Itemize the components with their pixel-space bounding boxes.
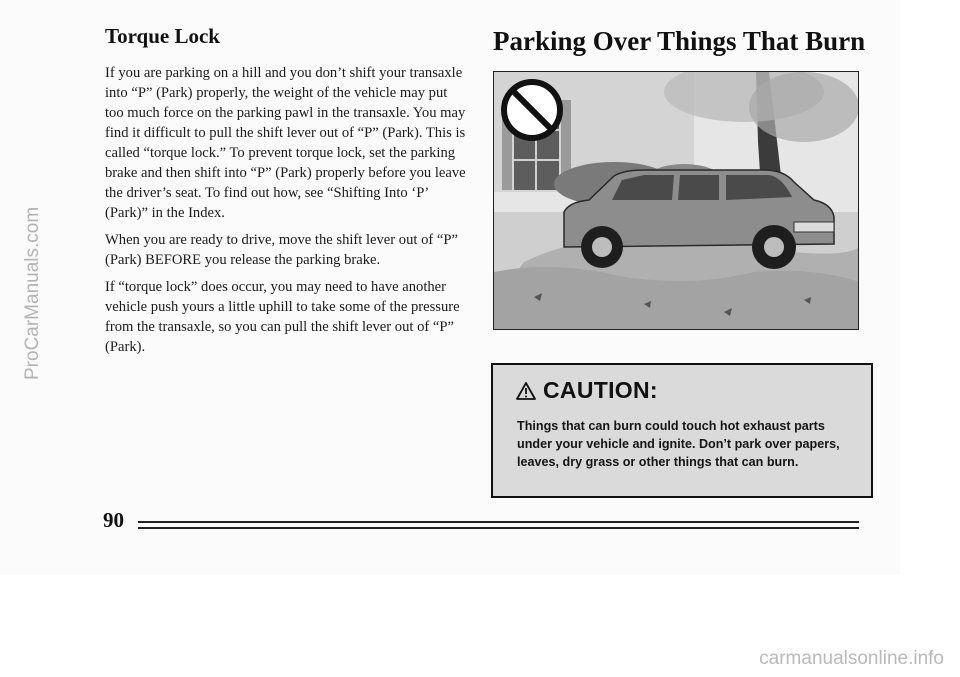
torque-lock-paragraph-1: If you are parking on a hill and you don’t shift your transaxle into “P” (Park) properly, the weight of the vehicle may put too much force on the parking pawl in the transaxle. You may find it difficult to pull the shift lever out of “P” (Park). This is called “torque lock.” To prevent torque lock, set the parking brake and then shift into “P” (Park) properly before you leave the driver’s seat. To find out how, see “Shifting Into ‘P’ (Park)” in the Index. <box>105 65 466 221</box>
warning-triangle-icon <box>516 382 536 400</box>
no-parking-prohibition-icon <box>504 82 560 138</box>
caution-header <box>516 377 658 404</box>
caution-text: Things that can burn could touch hot exhaust parts under your vehicle and ignite. Don’t park over papers, leaves, dry grass or other things that can burn. <box>517 419 840 469</box>
torque-lock-paragraph-3: If “torque lock” does occur, you may need to have another vehicle push yours a little uphill to take some of the pressure from the transaxle, so you can pull the shift lever out of “P” (Park). <box>105 279 460 355</box>
side-watermark: ProCarManuals.com <box>22 206 43 380</box>
caution-title: CAUTION: <box>543 377 658 403</box>
caution-box <box>491 363 873 498</box>
footer-rule-bottom <box>138 527 859 529</box>
footer-rule-top <box>138 521 859 523</box>
parking-over-things-heading: Parking Over Things That Burn <box>493 26 866 56</box>
torque-lock-section <box>105 24 467 364</box>
torque-lock-paragraph-2: When you are ready to drive, move the shift lever out of “P” (Park) BEFORE you release the parking brake. <box>105 232 458 268</box>
bottom-watermark: carmanualsonline.info <box>759 648 944 669</box>
illustration-drawing <box>494 72 859 330</box>
page-number: 90 <box>103 508 124 532</box>
torque-lock-heading: Torque Lock <box>105 24 220 48</box>
car-parked-over-leaves-illustration <box>493 71 859 330</box>
